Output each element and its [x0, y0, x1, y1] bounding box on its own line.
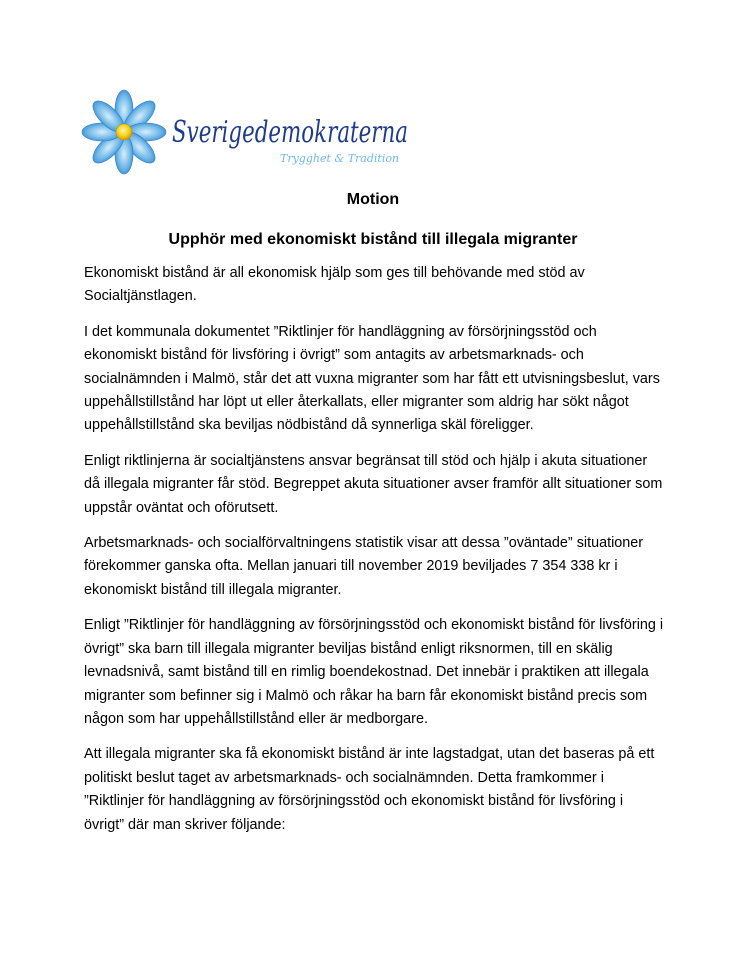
paragraph: I det kommunala dokumentet ”Riktlinjer för handläggning av försörjningsstöd och ekonomiskt bistånd för livsföring i övrigt” som antagits av arbetsmarknads- och socialnämnden i Malmö, står det att vuxna migranter som har fått ett utvisningsbeslut, vars uppehållstillstånd har löpt ut eller återkallats, eller migranter som aldrig har sökt något uppehållstillstånd ska beviljas nödbistånd då synnerliga skäl föreligger.	[84, 323, 660, 434]
paragraph: Enligt riktlinjerna är socialtjänstens ansvar begränsat till stöd och hjälp i akuta situationer då illegala migranter får stöd. Begreppet akuta situationer avser framför allt situationer som uppstår oväntat och oförutsett.	[84, 452, 663, 516]
paragraph: Enligt ”Riktlinjer för handläggning av försörjningsstöd och ekonomiskt bistånd för livsföring i övrigt” ska barn till illegala migranter beviljas bistånd enligt riksnormen, till en skälig levnadsnivå, samt bistånd till en rimlig boendekostnad. Det innebär i praktiken att illegala migranter som befinner sig i Malmö och råkar ha barn får ekonomiskt bistånd precis som någon som har uppehållstillstånd eller är medborgare.	[84, 617, 664, 727]
paragraph: Arbetsmarknads- och socialförvaltningens statistik visar att dessa ”oväntade” situationer förekommer ganska ofta. Mellan januari till november 2019 beviljades 7 354 338 kr i ekonomiskt bistånd till illegala migranter.	[84, 535, 644, 598]
document-body	[84, 262, 666, 849]
document-type: Motion	[346, 191, 400, 208]
document-title: Upphör med ekonomiskt bistånd till illegala migranter	[168, 231, 578, 248]
paragraph: Ekonomiskt bistånd är all ekonomisk hjälp som ges till behövande med stöd av Socialtjänstlagen.	[84, 265, 585, 305]
paragraph: Att illegala migranter ska få ekonomiskt bistånd är inte lagstadgat, utan det baseras på ett politiskt beslut taget av arbetsmarknads- och socialnämnden. Detta framkommer i ”Riktlinjer för handläggning av försörjningsstöd och ekonomiskt bistånd för livsföring i övrigt” där man skriver följande:	[84, 746, 655, 833]
brand-tagline: Trygghet & Tradition	[280, 152, 400, 165]
brand-wordmark: Sverigedemokraterna	[172, 115, 408, 150]
party-logo	[84, 82, 414, 182]
blue-anemone-flower-icon	[84, 82, 414, 182]
